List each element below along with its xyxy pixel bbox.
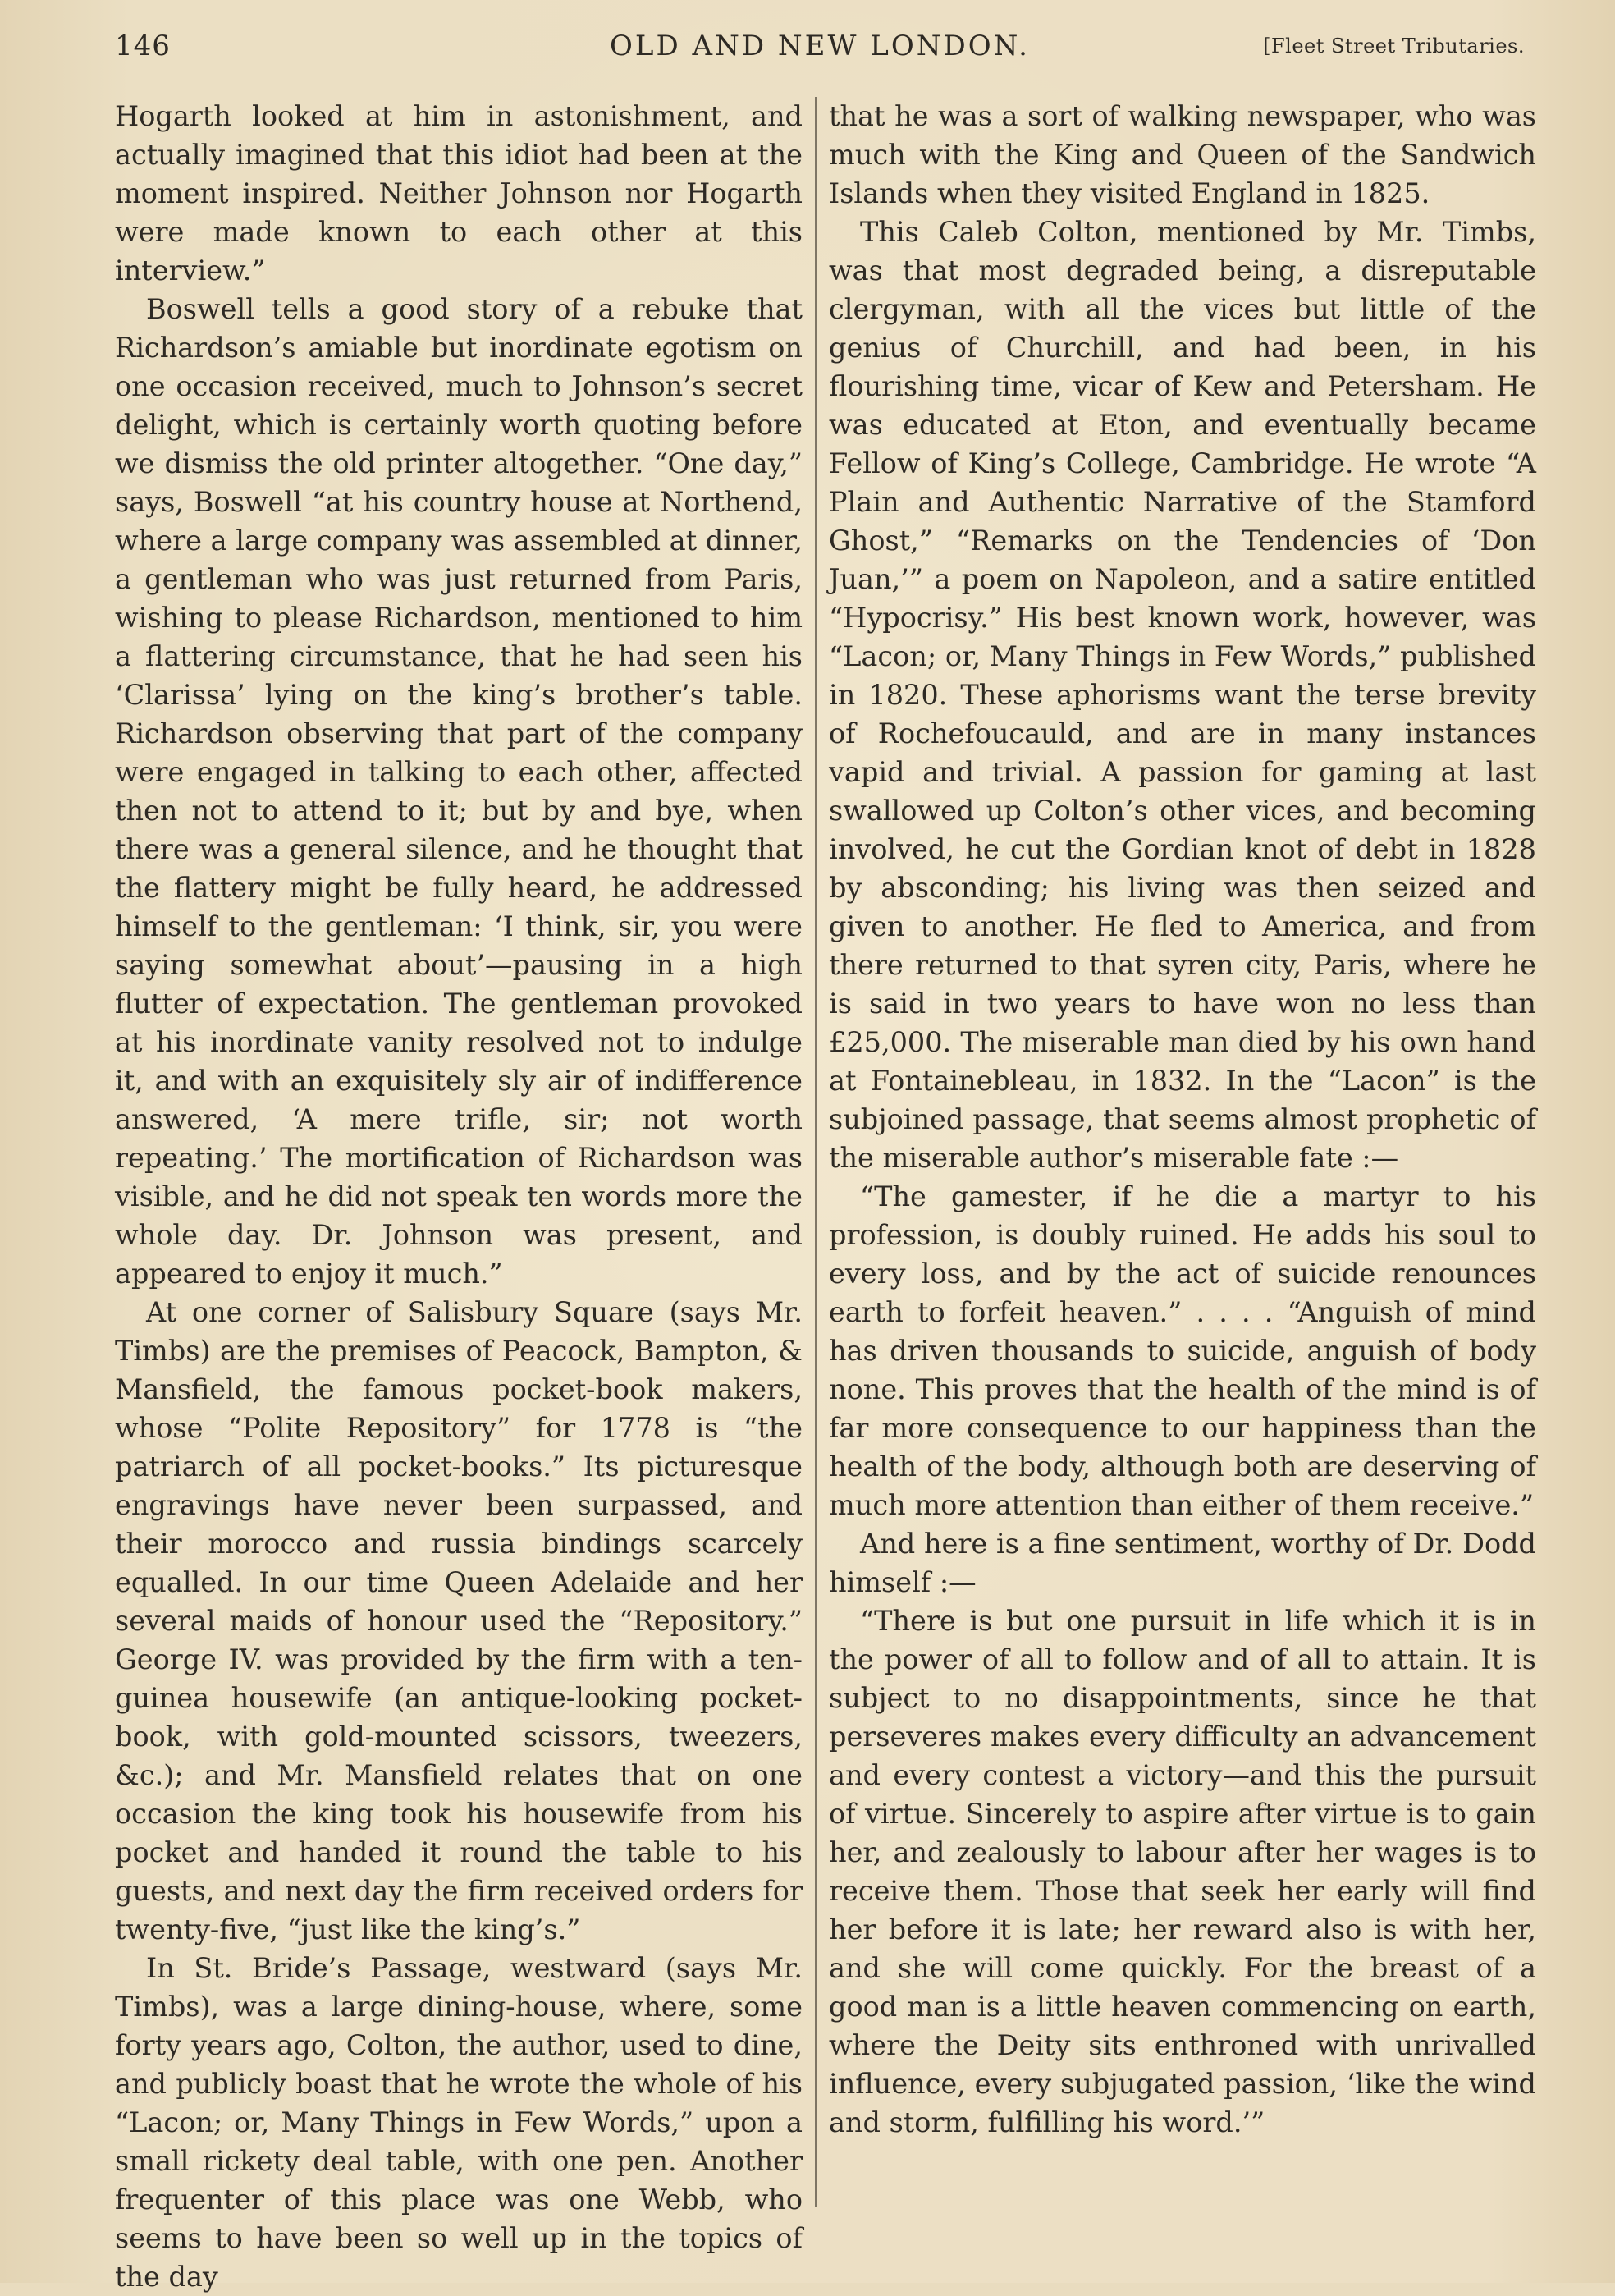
paragraph: In St. Bride’s Passage, westward (says Mr. Timbs), was a large dining-house, where, some forty years ago, Colton, the author, used to dine, and publicly boast that he wrote the whole of his “Lacon; or, Many Things in Few Words,” upon a small rickety deal table, with one pen. Another frequenter of this place was one Webb, who seems to have been so well up in the topics of the day (115, 1952, 803, 2293)
right-column (829, 97, 1536, 2142)
left-column (115, 97, 803, 2296)
paragraph: This Caleb Colton, mentioned by Mr. Timbs, was that most degraded being, a disreputable clergyman, with all the vices but little of the genius of Churchill, and had been, in his flourishing time, vicar of Kew and Petersham. He was educated at Eton, and eventually became Fellow of King’s College, Cambridge. He wrote “A Plain and Authentic Narrative of the Stamford Ghost,” “Remarks on the Tendencies of ‘Don Juan,’” a poem on Napoleon, and a satire entitled “Hypocrisy.” His best known work, however, was “Lacon; or, Many Things in Few Words,” published in 1820. These aphorisms want the terse brevity of Rochefoucauld, and are in many instances vapid and trivial. A passion for gaming at last swallowed up Colton’s other vices, and becoming involved, he cut the Gordian knot of debt in 1828 by absconding; his living was then seized and given to another. He fled to America, and from there returned to that syren city, Paris, where he is said in two years to have won no less than £25,000. The miserable man died by his own hand at Fontainebleau, in 1832. In the “Lacon” is the subjoined passage, that seems almost prophetic of the miserable author’s miserable fate :— (829, 216, 1536, 1174)
paragraph: “There is but one pursuit in life which it is in the power of all to follow and of all to attain. It is subject to no disappointments, since he that perseveres makes every difficulty an advancement and every contest a victory—and this the pursuit of virtue. Sincerely to aspire after virtue is to gain her, and zealously to labour after her wages is to receive them. Those that seek her early will find her before it is late; her reward also is with her, and she will come quickly. For the breast of a good man is a little heaven commencing on earth, where the Deity sits enthroned with unrivalled influence, every subjugated passion, ‘like the wind and storm, fulfilling his word.’” (829, 1605, 1536, 2138)
paragraph: And here is a fine sentiment, worthy of Dr. Dodd himself :— (829, 1528, 1536, 1598)
paragraph: “The gamester, if he die a martyr to his profession, is doubly ruined. He adds his soul to every loss, and by the act of suicide renounces earth to forfeit heaven.” . . . . “Anguish of mind has driven thousands to suicide, anguish of body none. This proves that the health of the mind is of far more consequence to our happiness than the health of the body, although both are deserving of much more attention than either of them receive.” (829, 1180, 1536, 1521)
paragraph: At one corner of Salisbury Square (says Mr. Timbs) are the premises of Peacock, Bampton, & Mansfield, the famous pocket-book makers, whose “Polite Repository” for 1778 is “the patriarch of all pocket-books.” Its picturesque engravings have never been surpassed, and their morocco and russia bindings scarcely equalled. In our time Queen Adelaide and her several maids of honour used the “Repository.” George IV. was provided by the firm with a ten-guinea housewife (an antique-looking pocket-book, with gold-mounted scissors, tweezers, &c.); and Mr. Mansfield relates that on one occasion the king took his housewife from his pocket and handed it round the table to his guests, and next day the firm received orders for twenty-five, “just like the king’s.” (115, 1296, 803, 1945)
paragraph: that he was a sort of walking newspaper, who was much with the King and Queen of the Sandwich Islands when they visited England in 1825. (829, 100, 1536, 209)
column-divider (815, 97, 817, 2207)
section-title: [Fleet Street Tributaries. (1263, 34, 1525, 57)
running-title: OLD AND NEW LONDON. (610, 30, 1030, 62)
paragraph: Hogarth looked at him in astonishment, and actually imagined that this idiot had been at the moment inspired. Neither Johnson nor Hogarth were made known to each other at this interview.” (115, 100, 803, 286)
paragraph: Boswell tells a good story of a rebuke that Richardson’s amiable but inordinate egotism on one occasion received, much to Johnson’s secret delight, which is certainly worth quoting before we dismiss the old printer altogether. “One day,” says, Boswell “at his country house at Northend, where a large company was assembled at dinner, a gentleman who was just returned from Paris, wishing to please Richardson, mentioned to him a flattering circumstance, that he had seen his ‘Clarissa’ lying on the king’s brother’s table. Richardson observing that part of the company were engaged in talking to each other, affected then not to attend to it; but by and bye, when there was a general silence, and he thought that the flattery might be fully heard, he addressed himself to the gentleman: ‘I think, sir, you were saying somewhat about’—pausing in a high flutter of expectation. The gentleman provoked at his inordinate vanity resolved not to indulge it, and with an exquisitely sly air of indifference answered, ‘A mere trifle, sir; not worth repeating.’ The mortification of Richardson was visible, and he did not speak ten words more the whole day. Dr. Johnson was present, and appeared to enjoy it much.” (115, 293, 803, 1290)
page-number: 146 (115, 30, 171, 62)
page-header (115, 25, 1525, 66)
